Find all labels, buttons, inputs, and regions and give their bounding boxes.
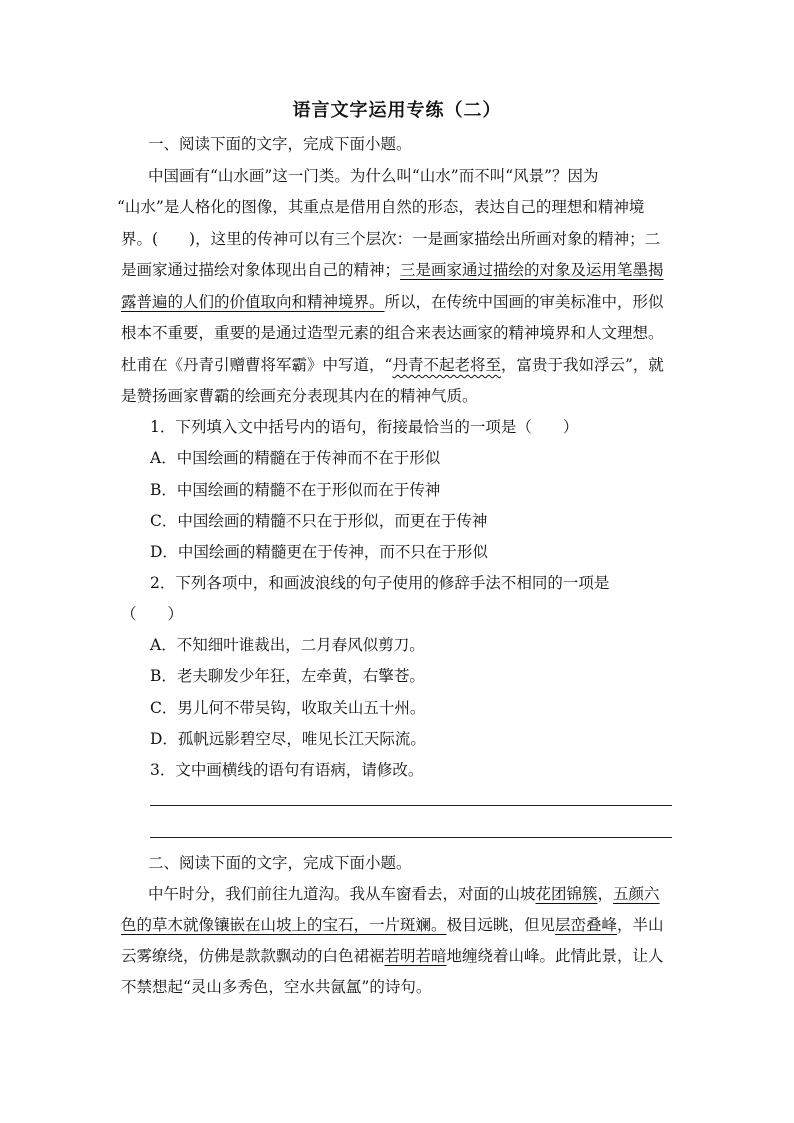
passage2-line-1-text: 中午时分，我们前往九道沟。我从车窗看去，对面的山坡 (148, 885, 536, 903)
underlined-phrase-wuyanliu: 五颜六 (613, 885, 660, 903)
passage1-line-4-text: 是画家通过描绘对象体现出自己的精神； (121, 261, 401, 279)
underlined-phrase-ruomingruoan: 若明若暗 (384, 947, 447, 965)
question-1: 1．下列填入文中括号内的语句，衔接最恰当的一项是（ ） (150, 418, 579, 436)
passage1-line-7-text-b: ，富贵于我如浮云”，就 (500, 356, 664, 374)
passage1-line-2: “山水”是人格化的图像，其重点是借用自然的形态，表达自己的理想和精神境 (117, 198, 645, 216)
q2-option-b: B．老夫聊发少年狂，左牵黄，右擎苍。 (150, 667, 425, 685)
passage1-line-7 (121, 355, 681, 375)
q1-option-c: C．中国绘画的精髓不只在于形似，而更在于传神 (150, 512, 488, 530)
underlined-sentence-caomu: 色的草木就像镶嵌在山坡上的宝石，一片斑斓。 (121, 916, 447, 934)
passage2-line-2-tail: ，半山 (617, 916, 664, 934)
underlined-sentence-part-2: 露普遍的人们的价值取向和精神境界。 (121, 293, 385, 311)
passage2-line-4: 不禁想起“灵山多秀色，空水共氤氲”的诗句。 (121, 978, 432, 996)
page-title: 语言文字运用专练（二） (292, 100, 502, 121)
answer-line-2[interactable] (150, 837, 672, 838)
passage2-line-2 (121, 915, 681, 935)
q1-option-d: D．中国绘画的精髓更在于传神，而不只在于形似 (150, 543, 488, 561)
passage1-line-5 (121, 292, 681, 312)
section2-heading: 二、阅读下面的文字，完成下面小题。 (148, 854, 412, 872)
question-2-answer-bracket: （ ） (121, 605, 184, 623)
passage1-line-6: 根本不重要，重要的是通过造型元素的组合来表达画家的精神境界和人文理想。 (121, 324, 664, 342)
q1-option-b: B．中国绘画的精髓不在于形似而在于传神 (150, 481, 441, 499)
answer-line-1[interactable] (150, 805, 672, 806)
passage2-line-3 (121, 946, 681, 966)
passage1-line-3: 界。( )，这里的传神可以有三个层次：一是画家描绘出所画对象的精神；二 (121, 230, 661, 248)
passage2-line-3-text-a: 云雾缭绕，仿佛是款款飘动的白色裙裾 (121, 947, 385, 965)
question-2: 2．下列各项中，和画波浪线的句子使用的修辞手法不相同的一项是 (150, 574, 610, 592)
q2-option-c: C．男儿何不带吴钩，收取关山五十州。 (150, 699, 426, 717)
q1-option-a: A．中国绘画的精髓在于传神而不在于形似 (150, 449, 441, 467)
section1-heading: 一、阅读下面的文字，完成下面小题。 (148, 135, 412, 153)
passage1-line-7-text-a: 杜甫在《丹青引赠曹将军霸》中写道，“ (121, 356, 393, 374)
underlined-phrase-huatuanjincu: 花团锦簇 (535, 885, 598, 903)
q2-option-a: A．不知细叶谁裁出，二月春风似剪刀。 (150, 636, 425, 654)
underlined-phrase-cengluandiefeng: 层峦叠峰 (555, 916, 618, 934)
wavy-underlined-sentence: 丹青不起老将至 (392, 356, 501, 374)
passage1-line-8: 是赞扬画家曹霸的绘画充分表现其内在的精神气质。 (121, 387, 478, 405)
q2-option-d: D．孤帆远影碧空尽，唯见长江天际流。 (150, 730, 426, 748)
passage1-line-5-text: 所以，在传统中国画的审美标准中，形似 (384, 293, 664, 311)
passage1-line-1: 中国画有“山水画”这一门类。为什么叫“山水”而不叫“风景”？因为 (148, 167, 599, 185)
question-3: 3．文中画横线的语句有语病，请修改。 (150, 761, 424, 779)
passage2-comma: ， (597, 885, 614, 903)
underlined-sentence-part-1: 三是画家通过描绘的对象及运用笔墨揭 (400, 261, 664, 279)
passage2-line-3-text-b: 地缠绕着山峰。此情此景，让人 (446, 947, 664, 965)
passage2-line-2-text: 极目远眺，但见 (446, 916, 556, 934)
passage1-line-4 (121, 260, 681, 280)
passage2-line-1 (148, 884, 708, 904)
